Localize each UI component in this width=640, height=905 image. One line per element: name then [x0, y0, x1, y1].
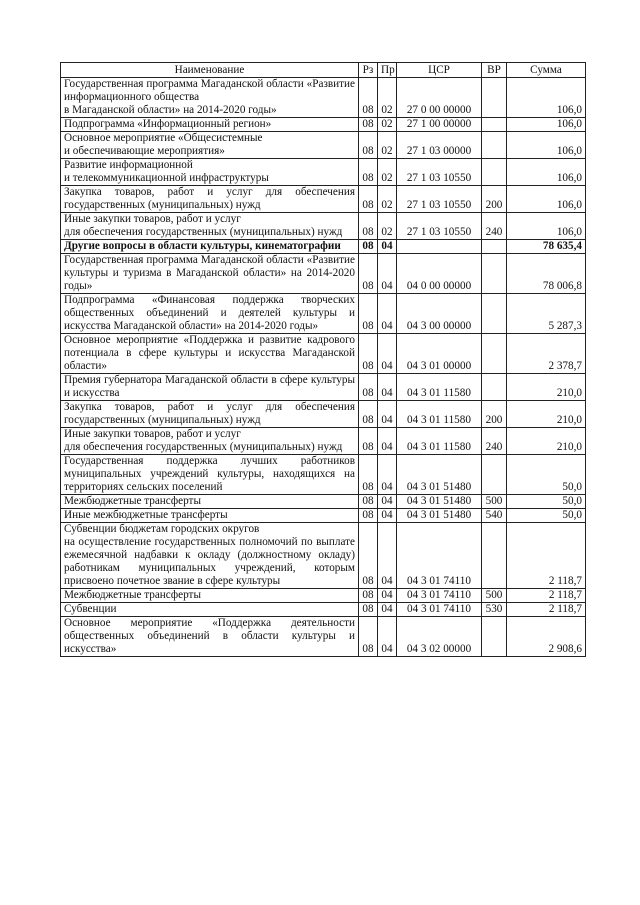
cell-pr: 04 — [378, 523, 397, 589]
cell-csr: 04 3 01 74110 — [397, 523, 482, 589]
cell-csr: 04 3 01 51480 — [397, 455, 482, 495]
cell-name: Подпрограмма «Финансовая поддержка творческих общественных объединений и деятелей культуры и искусства Магаданской области» на 2014-2020 годы» — [61, 294, 359, 334]
cell-rz: 08 — [359, 589, 378, 603]
cell-sum: 106,0 — [507, 213, 586, 240]
cell-name: Основное мероприятие «Поддержка и развитие кадрового потенциала в сфере культуры и искусства Магаданской области» — [61, 334, 359, 374]
cell-name: Основное мероприятие «Общесистемные и обеспечивающие мероприятия» — [61, 132, 359, 159]
cell-csr: 04 3 01 11580 — [397, 401, 482, 428]
table-row — [61, 617, 586, 657]
cell-csr: 27 0 00 00000 — [397, 78, 482, 118]
cell-rz: 08 — [359, 78, 378, 118]
cell-pr: 04 — [378, 455, 397, 495]
cell-sum: 106,0 — [507, 78, 586, 118]
cell-rz: 08 — [359, 186, 378, 213]
budget-table — [60, 62, 586, 657]
cell-csr: 27 1 03 10550 — [397, 159, 482, 186]
cell-csr: 04 3 01 74110 — [397, 603, 482, 617]
table-row — [61, 603, 586, 617]
cell-vr — [482, 240, 507, 254]
table-row — [61, 523, 586, 589]
cell-rz: 08 — [359, 455, 378, 495]
table-row — [61, 455, 586, 495]
cell-csr: 04 3 01 51480 — [397, 509, 482, 523]
table-row — [61, 294, 586, 334]
cell-rz: 08 — [359, 254, 378, 294]
cell-sum: 2 378,7 — [507, 334, 586, 374]
cell-vr — [482, 617, 507, 657]
cell-sum: 2 118,7 — [507, 523, 586, 589]
cell-sum: 106,0 — [507, 118, 586, 132]
cell-csr: 27 1 00 00000 — [397, 118, 482, 132]
cell-rz: 08 — [359, 603, 378, 617]
cell-vr — [482, 294, 507, 334]
cell-vr — [482, 78, 507, 118]
cell-pr: 04 — [378, 374, 397, 401]
cell-sum: 106,0 — [507, 159, 586, 186]
table-header-row — [61, 63, 586, 78]
cell-vr: 240 — [482, 213, 507, 240]
table-row — [61, 428, 586, 455]
table-row — [61, 132, 586, 159]
cell-sum: 106,0 — [507, 186, 586, 213]
cell-csr: 27 1 03 10550 — [397, 186, 482, 213]
cell-pr: 04 — [378, 495, 397, 509]
cell-csr: 04 3 01 11580 — [397, 374, 482, 401]
cell-rz: 08 — [359, 401, 378, 428]
cell-vr — [482, 159, 507, 186]
cell-name: Премия губернатора Магаданской области в сфере культуры и искусства — [61, 374, 359, 401]
cell-vr: 240 — [482, 428, 507, 455]
cell-sum: 78 635,4 — [507, 240, 586, 254]
cell-pr: 02 — [378, 186, 397, 213]
cell-vr — [482, 254, 507, 294]
cell-rz: 08 — [359, 509, 378, 523]
cell-vr: 200 — [482, 401, 507, 428]
table-row — [61, 213, 586, 240]
cell-rz: 08 — [359, 374, 378, 401]
cell-sum: 210,0 — [507, 428, 586, 455]
table-row — [61, 159, 586, 186]
cell-csr: 27 1 03 10550 — [397, 213, 482, 240]
cell-pr: 04 — [378, 509, 397, 523]
cell-rz: 08 — [359, 523, 378, 589]
table-row — [61, 186, 586, 213]
cell-name: Закупка товаров, работ и услуг для обеспечения государственных (муниципальных) нужд — [61, 401, 359, 428]
cell-name: Другие вопросы в области культуры, кинематографии — [61, 240, 359, 254]
cell-pr: 02 — [378, 159, 397, 186]
cell-csr: 04 3 00 00000 — [397, 294, 482, 334]
cell-vr: 200 — [482, 186, 507, 213]
table-row — [61, 118, 586, 132]
table-row — [61, 78, 586, 118]
cell-name: Иные межбюджетные трансферты — [61, 509, 359, 523]
cell-sum: 50,0 — [507, 509, 586, 523]
cell-name: Закупка товаров, работ и услуг для обеспечения государственных (муниципальных) нужд — [61, 186, 359, 213]
cell-sum: 50,0 — [507, 455, 586, 495]
cell-vr — [482, 118, 507, 132]
cell-pr: 02 — [378, 132, 397, 159]
cell-name: Субвенции бюджетам городских округов на осуществление государственных полномочий по выплате ежемесячной надбавки к окладу (должностному окладу) работникам муниципальных учреждений, которым присвоено почетное звание в сфере культуры — [61, 523, 359, 589]
cell-name: Государственная программа Магаданской области «Развитие информационного общества в Магаданской области» на 2014-2020 годы» — [61, 78, 359, 118]
cell-csr: 04 3 01 00000 — [397, 334, 482, 374]
cell-pr: 04 — [378, 334, 397, 374]
cell-csr — [397, 240, 482, 254]
cell-csr: 04 3 02 00000 — [397, 617, 482, 657]
cell-pr: 04 — [378, 294, 397, 334]
cell-name: Государственная программа Магаданской области «Развитие культуры и туризма в Магаданской области» на 2014-2020 годы» — [61, 254, 359, 294]
cell-pr: 04 — [378, 428, 397, 455]
cell-rz: 08 — [359, 240, 378, 254]
cell-vr: 500 — [482, 589, 507, 603]
cell-pr: 02 — [378, 78, 397, 118]
table-row — [61, 374, 586, 401]
cell-name: Государственная поддержка лучших работников муниципальных учреждений культуры, находящихся на территориях сельских поселений — [61, 455, 359, 495]
cell-csr: 04 3 01 51480 — [397, 495, 482, 509]
cell-csr: 27 1 03 00000 — [397, 132, 482, 159]
cell-sum: 106,0 — [507, 132, 586, 159]
table-row — [61, 495, 586, 509]
cell-vr: 540 — [482, 509, 507, 523]
cell-pr: 04 — [378, 254, 397, 294]
cell-vr — [482, 334, 507, 374]
table-row — [61, 240, 586, 254]
cell-name: Развитие информационной и телекоммуникационной инфраструктуры — [61, 159, 359, 186]
cell-rz: 08 — [359, 132, 378, 159]
table-row — [61, 589, 586, 603]
cell-sum: 5 287,3 — [507, 294, 586, 334]
cell-sum: 210,0 — [507, 374, 586, 401]
cell-rz: 08 — [359, 617, 378, 657]
cell-name: Основное мероприятие «Поддержка деятельности общественных объединений в области культуры и искусства» — [61, 617, 359, 657]
cell-rz: 08 — [359, 159, 378, 186]
table-row — [61, 401, 586, 428]
cell-pr: 02 — [378, 118, 397, 132]
cell-rz: 08 — [359, 118, 378, 132]
cell-rz: 08 — [359, 213, 378, 240]
cell-vr — [482, 132, 507, 159]
document-page — [60, 62, 585, 657]
cell-vr: 530 — [482, 603, 507, 617]
header-rz: Рз — [359, 63, 378, 78]
header-vr: ВР — [482, 63, 507, 78]
cell-vr — [482, 374, 507, 401]
header-pr: Пр — [378, 63, 397, 78]
table-row — [61, 334, 586, 374]
cell-name: Иные закупки товаров, работ и услуг для обеспечения государственных (муниципальных) нужд — [61, 428, 359, 455]
cell-pr: 04 — [378, 401, 397, 428]
cell-rz: 08 — [359, 428, 378, 455]
cell-vr — [482, 455, 507, 495]
cell-csr: 04 3 01 11580 — [397, 428, 482, 455]
header-name: Наименование — [61, 63, 359, 78]
table-row — [61, 254, 586, 294]
cell-vr: 500 — [482, 495, 507, 509]
cell-name: Межбюджетные трансферты — [61, 589, 359, 603]
cell-sum: 2 118,7 — [507, 603, 586, 617]
cell-csr: 04 0 00 00000 — [397, 254, 482, 294]
cell-pr: 04 — [378, 603, 397, 617]
cell-name: Иные закупки товаров, работ и услуг для обеспечения государственных (муниципальных) нужд — [61, 213, 359, 240]
cell-pr: 04 — [378, 617, 397, 657]
header-csr: ЦСР — [397, 63, 482, 78]
header-sum: Сумма — [507, 63, 586, 78]
cell-name: Субвенции — [61, 603, 359, 617]
cell-pr: 04 — [378, 589, 397, 603]
cell-rz: 08 — [359, 294, 378, 334]
cell-csr: 04 3 01 74110 — [397, 589, 482, 603]
cell-sum: 2 118,7 — [507, 589, 586, 603]
cell-rz: 08 — [359, 334, 378, 374]
cell-sum: 2 908,6 — [507, 617, 586, 657]
table-body — [61, 78, 586, 657]
cell-sum: 210,0 — [507, 401, 586, 428]
cell-name: Подпрограмма «Информационный регион» — [61, 118, 359, 132]
cell-pr: 02 — [378, 213, 397, 240]
cell-sum: 78 006,8 — [507, 254, 586, 294]
cell-rz: 08 — [359, 495, 378, 509]
table-row — [61, 509, 586, 523]
cell-name: Межбюджетные трансферты — [61, 495, 359, 509]
cell-sum: 50,0 — [507, 495, 586, 509]
cell-vr — [482, 523, 507, 589]
cell-pr: 04 — [378, 240, 397, 254]
